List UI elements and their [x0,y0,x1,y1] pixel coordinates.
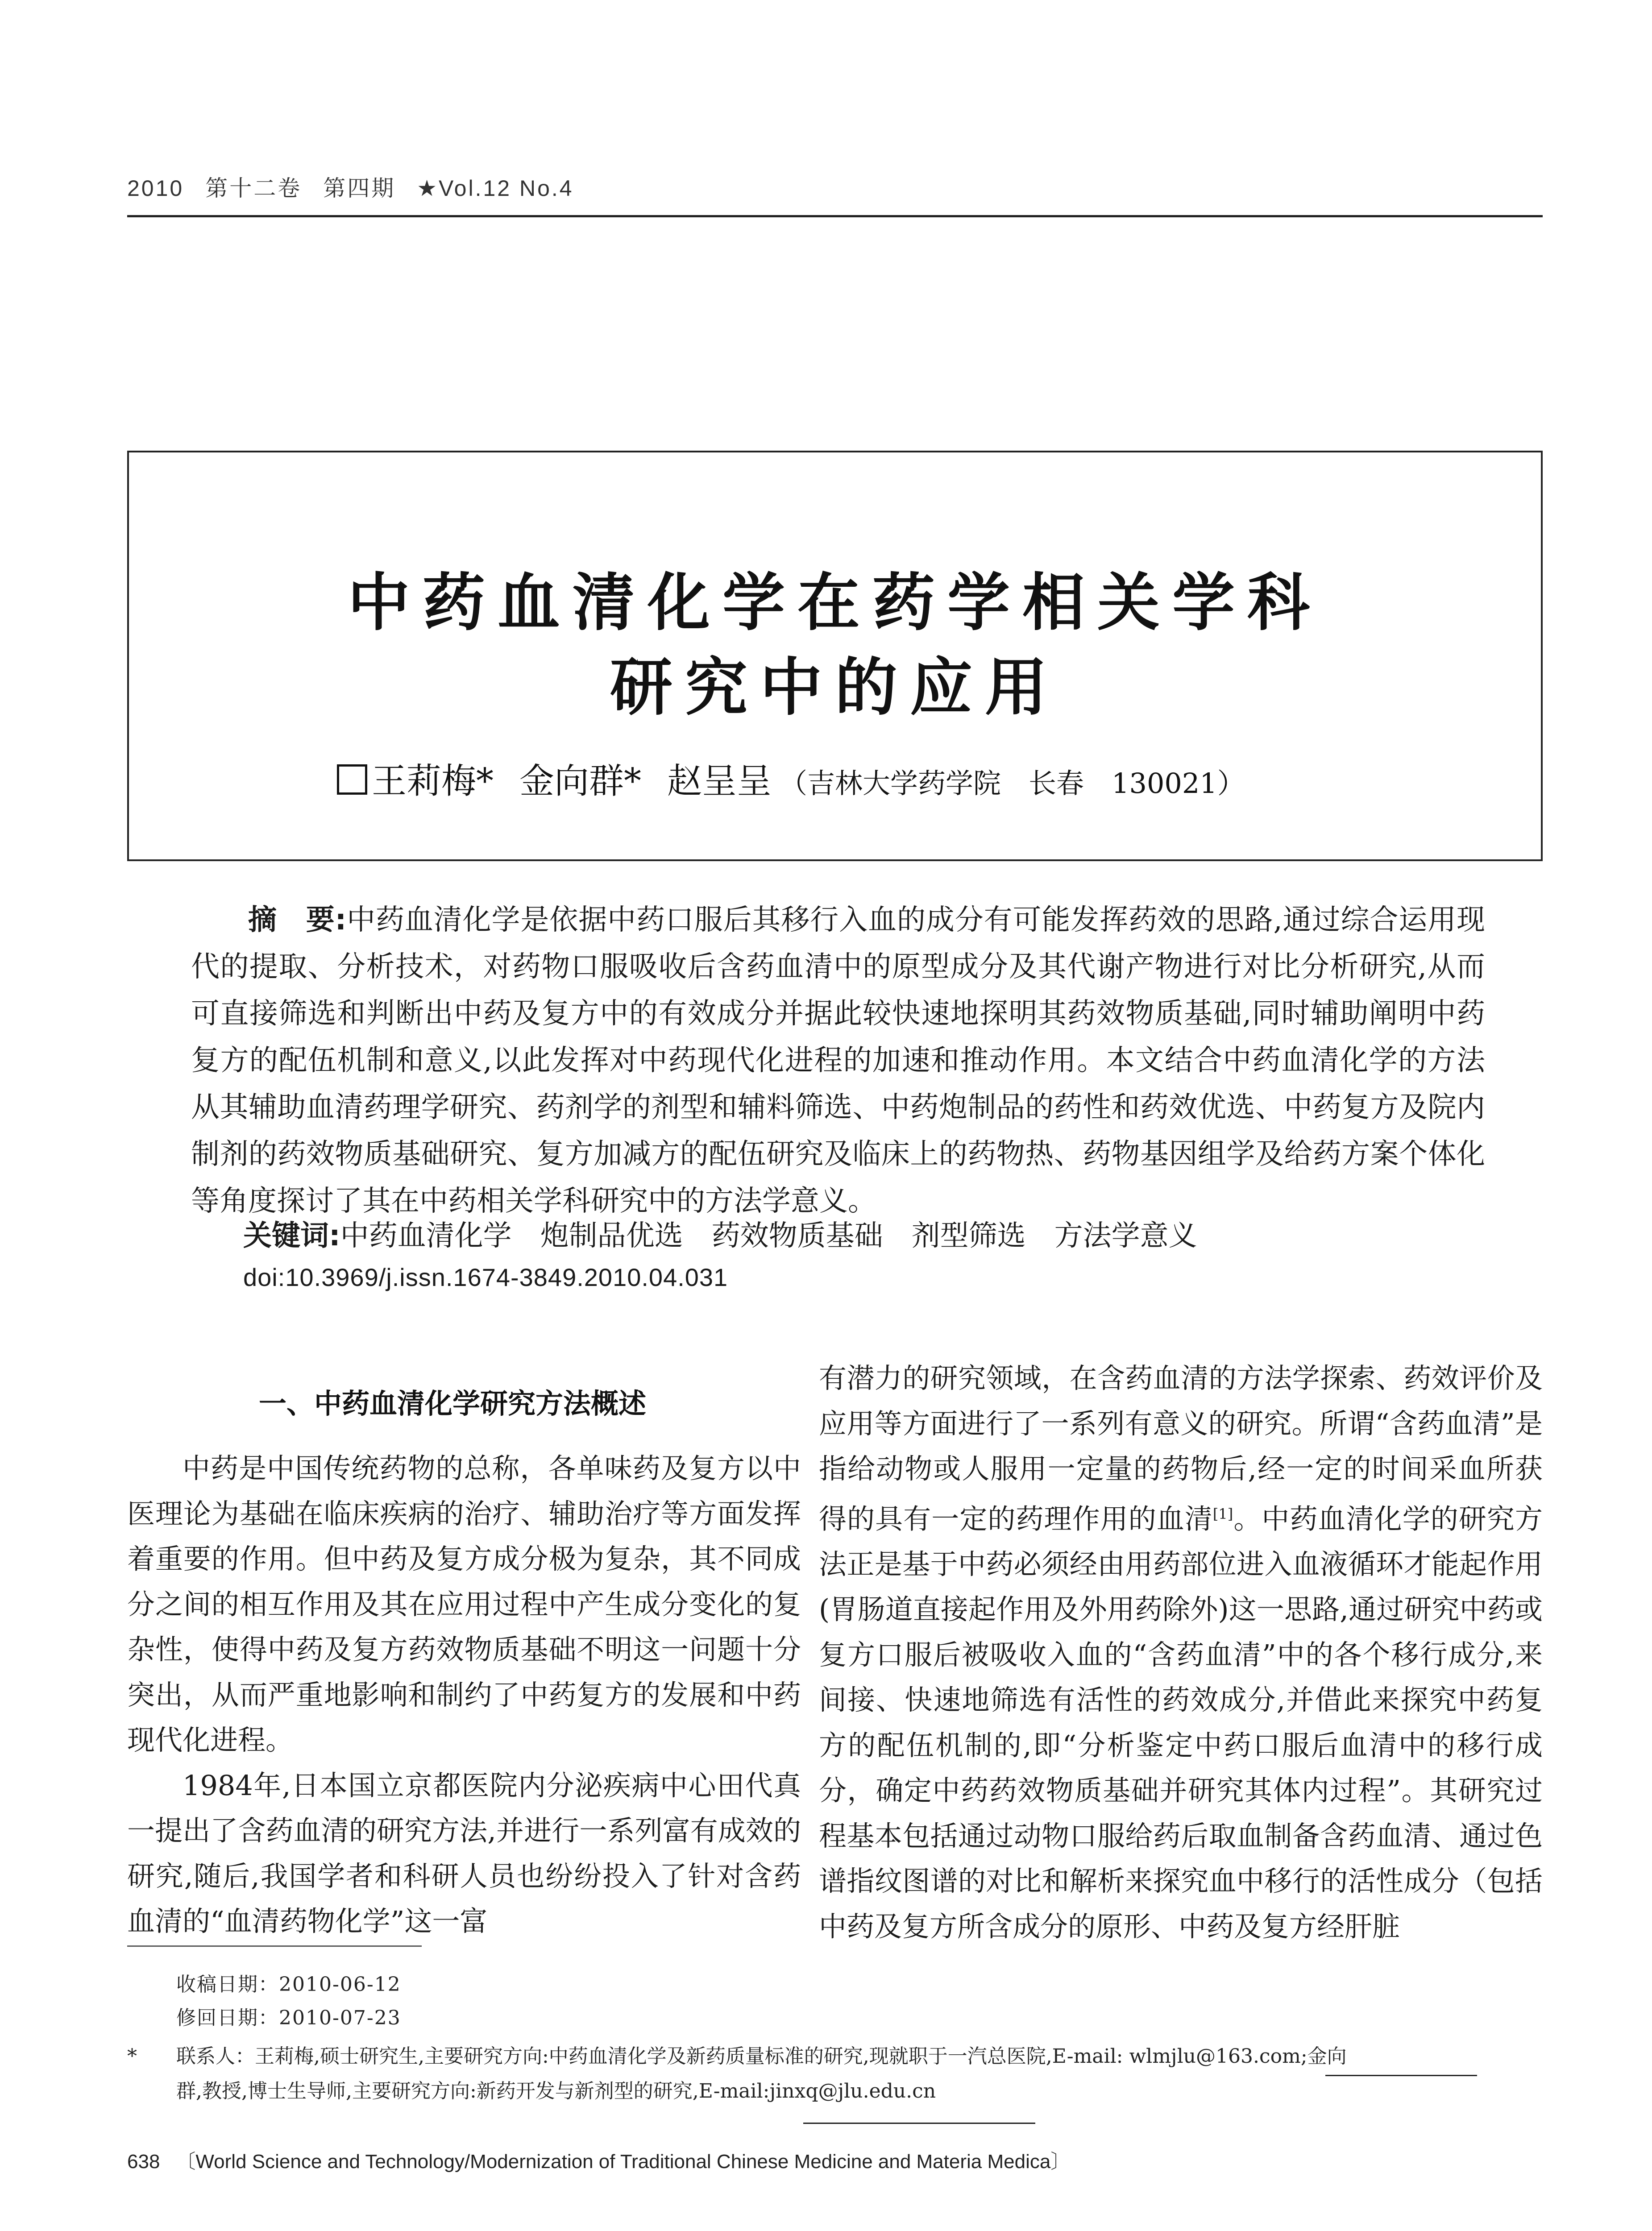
keyword-item: 炮制品优选 [540,1219,683,1252]
footnote-rule-right [1325,2075,1477,2076]
keyword-item: 剂型筛选 [911,1219,1026,1252]
affiliation: （吉林大学药学院 长春 130021） [780,767,1245,800]
author-1: 王莉梅* [372,761,494,801]
header-rule [127,215,1543,217]
contact-line-1: 联系人：王莉梅,硕士研究生,主要研究方向:中药血清化学及新药质量标准的研究,现就职于一汽总医院,E-mail: wlmjlu@163.com;金向 [176,2045,1347,2068]
journal-header [127,170,595,203]
header-year: 2010 [127,176,184,201]
abstract-label: 摘 要: [248,904,347,937]
page-number: 638 [127,2151,160,2173]
page-footer [127,2145,1086,2174]
keywords-label: 关键词: [243,1219,340,1252]
footnote-dates [176,1968,401,2035]
revised-date: 修回日期：2010-07-23 [176,2007,401,2029]
footnote-star: * [127,2045,137,2068]
body-paragraph: 中药是中国传统药物的总称，各单味药及复方以中医理论为基础在临床疾病的治疗、辅助治疗等方面发挥着重要的作用。但中药及复方成分极为复杂，其不同成分之间的相互作用及其在应用过程中产生成分变化的复杂性，使得中药及复方药效物质基础不明这一问题十分突出，从而严重地影响和制约了中药复方的发展和中药现代化进程。 [127,1452,801,1756]
keyword-item: 中药血清化学 [340,1219,512,1252]
footnote-contact [127,2039,1543,2109]
header-volume: 第十二卷 [205,176,302,201]
author-line [337,753,1245,803]
square-icon [337,764,367,795]
title-line-2: 研究中的应用 [610,651,1060,724]
section-heading: 一、中药血清化学研究方法概述 [259,1387,647,1420]
body-paragraph: 1984年,日本国立京都医院内分泌疾病中心田代真一提出了含药血清的研究方法,并进行一系列富有成效的研究,随后,我国学者和科研人员也纷纷投入了针对含药血清的“血清药物化学”这一富 [127,1769,801,1937]
received-date: 收稿日期：2010-06-12 [176,1973,401,1996]
citation-ref[interactable]: [1] [1212,1505,1233,1522]
contact-line-2: 群,教授,博士生导师,主要研究方向:新药开发与新剂型的研究,E-mail:jinxq@jlu.edu.cn [176,2080,936,2102]
body-paragraph [819,1356,1543,1949]
body-column-right [819,1356,1543,1949]
journal-name: 〔World Science and Technology/Modernization of Traditional Chinese Medicine and Materia Medica〕 [176,2151,1071,2173]
body-text: 。中药血清化学的研究方法正是基于中药必须经由用药部位进入血液循环才能起作用(胃肠道直接起作用及外用药除外)这一思路,通过研究中药或复方口服后被吸收入血的“含药血清”中的各个移行成分,来间接、快速地筛选有活性的药效成分,并借此来探究中药复方的配伍机制的,即“分析鉴定中药口服后血清中的移行成分，确定中药药效物质基础并研究其体内过程”。其研究过程基本包括通过动物口服给药后取血制备含药血清、通过色谱指纹图谱的对比和解析来探究血中移行的活性成分（包括中药及复方所含成分的原形、中药及复方经肝脏 [819,1502,1543,1943]
header-vol-no: ★Vol.12 No.4 [417,176,574,201]
abstract-text: 中药血清化学是依据中药口服后其移行入血的成分有可能发挥药效的思路,通过综合运用现代的提取、分析技术，对药物口服吸收后含药血清中的原型成分及其代谢产物进行对比分析研究,从而可直接筛选和判断出中药及复方中的有效成分并据此较快速地探明其药效物质基础,同时辅助阐明中药复方的配伍机制和意义,以此发挥对中药现代化进程的加速和推动作用。本文结合中药血清化学的方法从其辅助血清药理学研究、药剂学的剂型和辅料筛选、中药炮制品的药性和药效优选、中药复方及院内制剂的药效物质基础研究、复方加减方的配伍研究及临床上的药物热、药物基因组学及给药方案个体化等角度探讨了其在中药相关学科研究中的方法学意义。 [191,904,1485,1218]
title-line-1: 中药血清化学在药学相关学科 [347,566,1322,639]
abstract [191,897,1485,1225]
author-2: 金向群* [519,761,642,801]
footnote-rule-bottom [803,2123,1035,2124]
keyword-item: 药效物质基础 [711,1219,883,1252]
keyword-item: 方法学意义 [1054,1219,1197,1252]
body-column-left [127,1446,801,1944]
body-text: 有潜力的研究领域，在含药血清的方法学探索、药效评价及应用等方面进行了一系列有意义的研究。所谓“含药血清”是指给动物或人服用一定量的药物后,经一定的时间采血所获得的具有一定的药理作用的血清 [819,1362,1543,1535]
doi: doi:10.3969/j.issn.1674-3849.2010.04.031 [243,1263,728,1291]
keywords [243,1213,1226,1254]
footnote-rule [127,1945,422,1947]
author-3: 赵呈呈 [667,761,772,801]
header-issue: 第四期 [323,176,396,201]
